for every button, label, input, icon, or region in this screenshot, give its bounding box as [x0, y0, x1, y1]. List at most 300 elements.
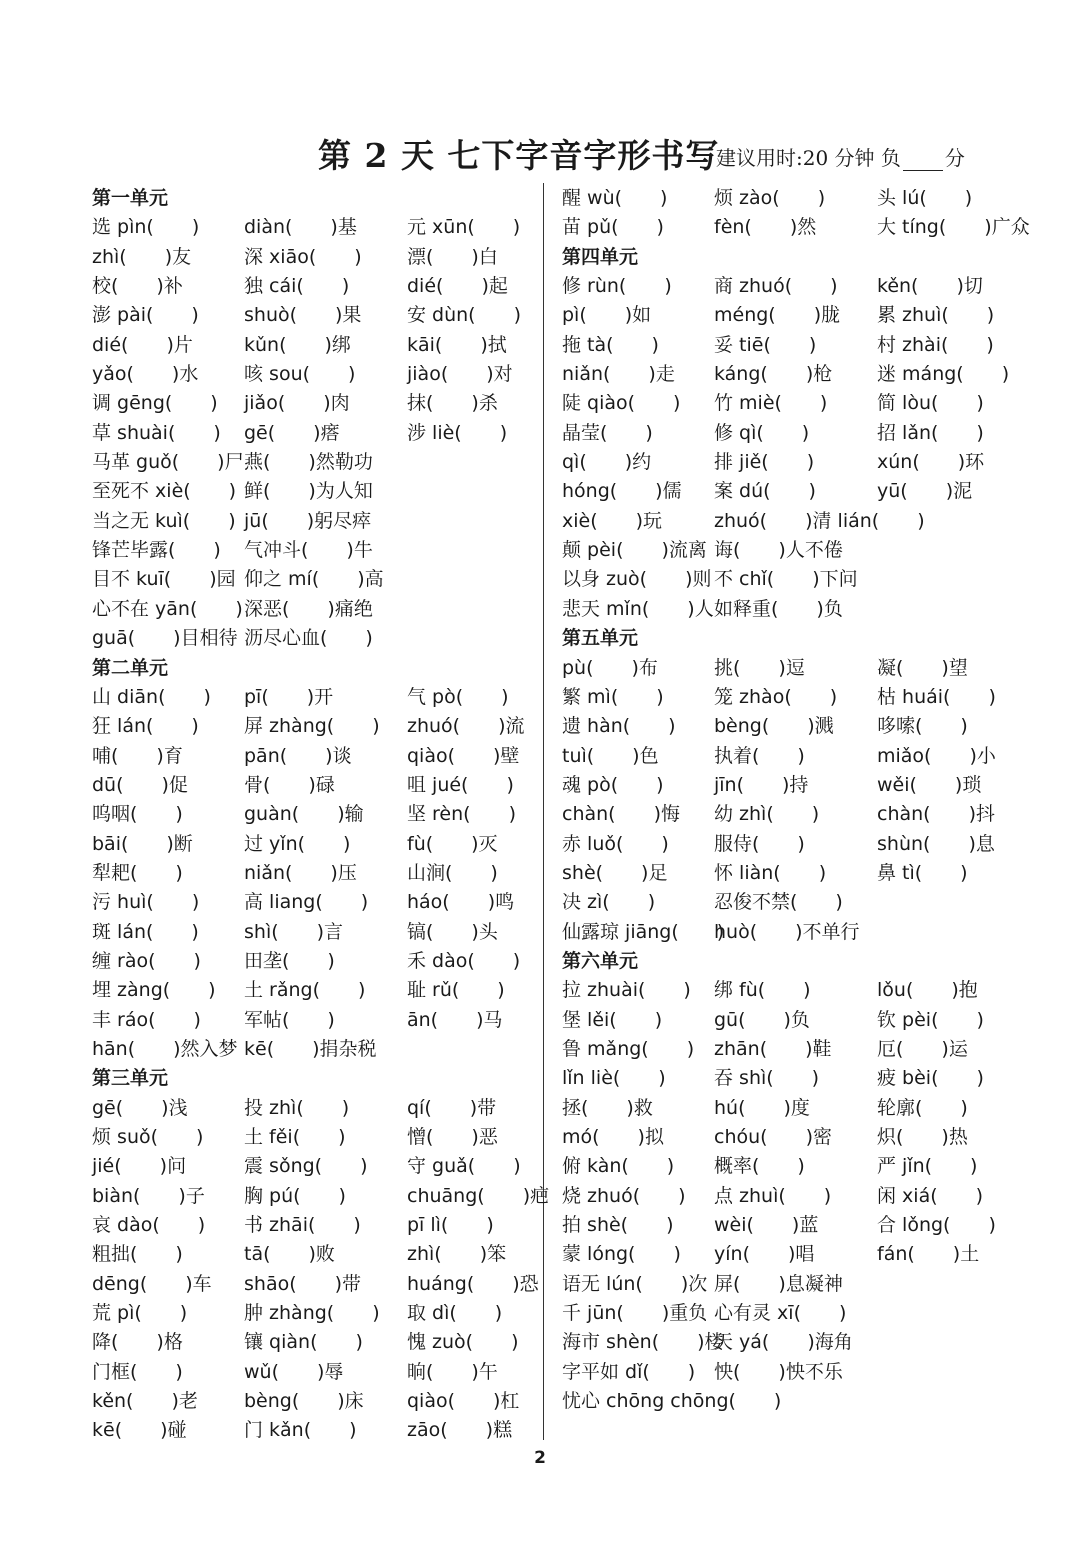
- exercise-item: 镐( )头: [407, 920, 498, 943]
- exercise-row: [92, 918, 537, 947]
- exercise-item: 字平如 dǐ( ): [562, 1360, 696, 1383]
- exercise-row: [562, 1064, 1012, 1093]
- exercise-item: 大 tíng( )广众: [877, 216, 1030, 239]
- page-header: [0, 130, 1080, 174]
- exercise-item: dēng( )车: [92, 1272, 212, 1295]
- exercise-item: kǔn( )绑: [244, 333, 351, 356]
- exercise-item: gē( )瘩: [244, 421, 340, 444]
- exercise-row: [562, 1035, 1012, 1064]
- exercise-row: [92, 683, 537, 712]
- exercise-row: [562, 888, 1012, 917]
- exercise-row: [562, 742, 1012, 771]
- exercise-item: 钦 pèi( ): [877, 1008, 984, 1031]
- exercise-item: 如释重( )负: [714, 597, 843, 620]
- exercise-item: 诲( )人不倦: [714, 539, 843, 562]
- exercise-item: 草 shuài( ): [92, 421, 221, 444]
- exercise-item: 书 zhāi( ): [244, 1214, 361, 1237]
- exercise-row: [92, 1123, 537, 1152]
- exercise-item: 降( )格: [92, 1331, 183, 1354]
- exercise-item: 目不 kuī( )园: [92, 568, 236, 591]
- exercise-row: [92, 1240, 537, 1269]
- exercise-item: 忧心 chōng chōng( ): [562, 1390, 782, 1413]
- exercise-row: [562, 1358, 1012, 1387]
- exercise-item: wěi( )琐: [877, 773, 982, 796]
- timing-info: [716, 142, 965, 171]
- exercise-row: [562, 184, 1012, 213]
- exercise-item: 哆嗦( ): [877, 715, 968, 738]
- exercise-item: tuì( )色: [562, 744, 659, 767]
- exercise-item: 心不在 yān( ): [92, 597, 243, 620]
- exercise-row: [562, 712, 1012, 741]
- exercise-item: 土 rǎng( ): [244, 979, 366, 1002]
- exercise-item: 拖 tà( ): [562, 333, 659, 356]
- exercise-item: miǎo( )小: [877, 744, 996, 767]
- exercise-item: 污 huì( ): [92, 891, 200, 914]
- exercise-item: 魂 pò( ): [562, 773, 664, 796]
- exercise-item: 不 chǐ( )下问: [714, 568, 858, 591]
- exercise-item: 耻 rǔ( ): [407, 979, 505, 1002]
- exercise-item: 厄( )运: [877, 1037, 968, 1060]
- exercise-row: [92, 712, 537, 741]
- exercise-row: [92, 1211, 537, 1240]
- exercise-item: 怀 liàn( ): [714, 861, 827, 884]
- exercise-item: 粗拙( ): [92, 1243, 183, 1266]
- exercise-item: 呜咽( ): [92, 803, 183, 826]
- exercise-row: [562, 1328, 1012, 1357]
- exercise-item: 漂( )白: [407, 245, 498, 268]
- exercise-item: zhuó( )流: [407, 715, 525, 738]
- exercise-item: 颠 pèi( )流离: [562, 539, 707, 562]
- exercise-item: 马革 guǒ( )尸: [92, 451, 244, 474]
- exercise-item: pì( )如: [562, 304, 652, 327]
- exercise-row: [92, 830, 537, 859]
- exercise-item: 狂 lán( ): [92, 715, 199, 738]
- exercise-item: 山 diān( ): [92, 685, 211, 708]
- exercise-item: 锋芒毕露( ): [92, 539, 221, 562]
- exercise-item: qiào( )杠: [407, 1390, 520, 1413]
- exercise-item: shì( )言: [244, 920, 344, 943]
- exercise-item: niǎn( )压: [244, 861, 357, 884]
- exercise-item: 仰之 mí( )高: [244, 568, 384, 591]
- exercise-item: 调 gēng( ): [92, 392, 218, 415]
- exercise-row: [562, 1299, 1012, 1328]
- exercise-item: 心有灵 xī( ): [714, 1302, 847, 1325]
- exercise-item: 以身 zuò( )则: [562, 568, 712, 591]
- exercise-row: [92, 1270, 537, 1299]
- exercise-item: chàn( )悔: [562, 803, 680, 826]
- exercise-row: [92, 771, 537, 800]
- exercise-item: 深恶( )痛绝: [244, 597, 373, 620]
- exercise-item: kāi( )拭: [407, 333, 507, 356]
- exercise-item: dū( )促: [92, 773, 188, 796]
- exercise-item: hú( )度: [714, 1096, 810, 1119]
- exercise-item: 埋 zàng( ): [92, 979, 216, 1002]
- exercise-item: 丰 ráo( ): [92, 1008, 201, 1031]
- unit-heading: 第一单元: [92, 187, 169, 209]
- exercise-item: 屏( )息凝神: [714, 1272, 843, 1295]
- exercise-item: 愧 zuò( ): [407, 1331, 519, 1354]
- exercise-item: 山涧( ): [407, 861, 498, 884]
- timing-label: 建议用时:20 分钟 负: [716, 146, 901, 170]
- exercise-row: [562, 507, 1012, 536]
- exercise-row: [92, 1152, 537, 1181]
- exercise-item: 安 dùn( ): [407, 304, 522, 327]
- exercise-row: [562, 360, 1012, 389]
- exercise-row: [562, 1152, 1012, 1181]
- exercise-item: 骨( )碌: [244, 773, 335, 796]
- exercise-row: [562, 565, 1012, 594]
- exercise-row: [562, 1123, 1012, 1152]
- exercise-item: zhuó( )清 lián( ): [714, 509, 925, 532]
- exercise-item: hóng( )儒: [562, 480, 682, 503]
- exercise-row: [92, 477, 537, 506]
- exercise-item: 排 jiě( ): [714, 451, 815, 474]
- page-title: 第 2 天 七下字音字形书写: [318, 136, 720, 175]
- exercise-item: 哺( )育: [92, 744, 183, 767]
- exercise-item: 招 lǎn( ): [877, 421, 984, 444]
- exercise-item: 憎( )恶: [407, 1126, 498, 1148]
- exercise-item: pān( )谈: [244, 744, 352, 767]
- exercise-row: [562, 536, 1012, 565]
- exercise-row: [92, 1299, 537, 1328]
- exercise-item: 概率( ): [714, 1155, 805, 1178]
- exercise-item: 犁耙( ): [92, 861, 183, 884]
- exercise-item: zhì( )友: [92, 245, 192, 268]
- exercise-item: diàn( )基: [244, 216, 357, 239]
- exercise-item: qiào( )壁: [407, 744, 520, 767]
- exercise-item: háo( )鸣: [407, 891, 515, 914]
- exercise-item: qí( )带: [407, 1096, 497, 1119]
- exercise-item: gū( )负: [714, 1008, 810, 1031]
- exercise-item: chóu( )密: [714, 1126, 832, 1148]
- exercise-item: 沥尽心血( ): [244, 627, 373, 650]
- exercise-item: 门 kǎn( ): [244, 1419, 357, 1442]
- exercise-row: [92, 976, 537, 1005]
- exercise-item: 修 rùn( ): [562, 275, 672, 298]
- exercise-item: 怏( )怏不乐: [714, 1360, 843, 1383]
- exercise-item: 取 dì( ): [407, 1302, 503, 1325]
- exercise-item: 幼 zhì( ): [714, 803, 820, 826]
- exercise-item: 吞 shì( ): [714, 1067, 820, 1090]
- exercise-item: 遗 hàn( ): [562, 715, 676, 738]
- exercise-row: [562, 1387, 1012, 1416]
- exercise-item: jīn( )持: [714, 773, 809, 796]
- exercise-item: 选 pìn( ): [92, 216, 200, 239]
- exercise-item: 仙露琼 jiāng( ): [562, 920, 725, 943]
- exercise-item: 竹 miè( ): [714, 392, 828, 415]
- exercise-row: [562, 272, 1012, 301]
- exercise-row: [562, 830, 1012, 859]
- exercise-item: 头 lú( ): [877, 187, 973, 209]
- exercise-item: 凝( )望: [877, 656, 968, 679]
- exercise-item: zāo( )糕: [407, 1419, 513, 1442]
- exercise-item: 悲天 mǐn( )人: [562, 597, 714, 620]
- exercise-row: [562, 389, 1012, 418]
- exercise-item: 千 jūn( )重负: [562, 1302, 708, 1325]
- exercise-item: shāo( )带: [244, 1272, 362, 1295]
- exercise-row: [562, 477, 1012, 506]
- exercise-item: 气冲斗( )牛: [244, 539, 373, 562]
- exercise-item: 忍俊不禁( ): [714, 891, 843, 914]
- exercise-row: [562, 331, 1012, 360]
- unit-heading: 第二单元: [92, 656, 169, 679]
- exercise-row: [92, 565, 537, 594]
- exercise-item: fèn( )然: [714, 216, 817, 239]
- exercise-item: 校( )补: [92, 275, 183, 298]
- exercise-item: pī lì( ): [407, 1214, 494, 1237]
- exercise-item: zhān( )鞋: [714, 1037, 832, 1060]
- exercise-item: 过 yǐn( ): [244, 832, 351, 855]
- exercise-item: dié( )片: [92, 333, 193, 356]
- exercise-row: [562, 654, 1012, 683]
- exercise-row: [92, 1387, 537, 1416]
- exercise-item: 轮廓( ): [877, 1096, 968, 1119]
- exercise-item: kē( )碰: [92, 1419, 187, 1442]
- exercise-item: 醒 wù( ): [562, 187, 668, 209]
- exercise-item: 商 zhuó( ): [714, 275, 838, 298]
- exercise-row: [92, 272, 537, 301]
- exercise-item: pù( )布: [562, 656, 658, 679]
- exercise-item: 军帖( ): [244, 1008, 335, 1031]
- exercise-item: 严 jǐn( ): [877, 1155, 978, 1178]
- exercise-row: [92, 301, 537, 330]
- exercise-item: 荒 pì( ): [92, 1302, 188, 1325]
- exercise-item: guàn( )输: [244, 803, 364, 826]
- exercise-row: [92, 360, 537, 389]
- exercise-item: 合 lǒng( ): [877, 1214, 996, 1237]
- exercise-item: 天 yá( )海角: [714, 1331, 853, 1354]
- unit-heading: 第五单元: [562, 627, 639, 650]
- exercise-item: 执着( ): [714, 744, 805, 767]
- exercise-row: [92, 859, 537, 888]
- exercise-row: [92, 536, 537, 565]
- exercise-item: shè( )足: [562, 861, 668, 884]
- exercise-item: kěn( )老: [92, 1390, 198, 1413]
- exercise-row: [562, 771, 1012, 800]
- exercise-item: 赤 luǒ( ): [562, 832, 669, 855]
- exercise-row: [562, 213, 1030, 242]
- exercise-item: 门框( ): [92, 1360, 183, 1383]
- exercise-item: 深 xiāo( ): [244, 245, 362, 268]
- exercise-row: [562, 1270, 1012, 1299]
- score-suffix: 分: [944, 146, 965, 170]
- exercise-item: 堡 lěi( ): [562, 1008, 663, 1031]
- exercise-row: [92, 800, 537, 829]
- exercise-item: 元 xūn( ): [407, 216, 521, 239]
- exercise-item: 鼻 tì( ): [877, 861, 968, 884]
- exercise-item: jū( )躬尽瘁: [244, 509, 372, 532]
- exercise-item: 高 liang( ): [244, 891, 369, 914]
- exercise-row: [92, 1182, 550, 1211]
- exercise-item: 禾 dào( ): [407, 949, 521, 972]
- exercise-item: jiào( )对: [407, 363, 513, 386]
- exercise-item: 坚 rèn( ): [407, 803, 516, 826]
- exercise-item: 挑( )逗: [714, 656, 805, 679]
- exercise-row: [92, 448, 537, 477]
- exercise-item: méng( )胧: [714, 304, 841, 327]
- exercise-item: 镶 qiàn( ): [244, 1331, 363, 1354]
- exercise-item: 炽( )热: [877, 1126, 968, 1148]
- exercise-item: bèng( )溅: [714, 715, 834, 738]
- column-divider: [543, 183, 544, 1440]
- exercise-item: wǔ( )辱: [244, 1360, 344, 1383]
- exercise-item: bāi( )断: [92, 832, 193, 855]
- exercise-item: 投 zhì( ): [244, 1096, 350, 1119]
- exercise-row: [92, 595, 537, 624]
- exercise-row: [92, 1416, 537, 1445]
- exercise-row: [92, 243, 537, 272]
- exercise-item: lǒu( )抱: [877, 979, 978, 1002]
- exercise-row: [92, 419, 537, 448]
- exercise-item: 枯 huái( ): [877, 685, 996, 708]
- exercise-item: 咀 jué( ): [407, 773, 514, 796]
- exercise-item: 斑 lán( ): [92, 920, 199, 943]
- exercise-item: jié( )问: [92, 1155, 187, 1178]
- exercise-row: [562, 976, 1012, 1005]
- exercise-item: hān( )然入梦: [92, 1037, 238, 1060]
- exercise-item: fán( )土: [877, 1243, 980, 1266]
- exercise-item: 拉 zhuài( ): [562, 979, 691, 1002]
- exercise-item: 绑 fù( ): [714, 979, 811, 1002]
- unit-heading: 第四单元: [562, 245, 639, 268]
- exercise-row: [92, 1094, 537, 1123]
- exercise-item: 土 fěi( ): [244, 1126, 346, 1148]
- exercise-row: [562, 1094, 1012, 1123]
- exercise-item: fù( )灭: [407, 832, 498, 855]
- exercise-item: 燕( )然勒功: [244, 451, 373, 474]
- exercise-item: chuāng( )疤: [407, 1184, 550, 1207]
- exercise-item: 点 zhuì( ): [714, 1184, 832, 1207]
- exercise-item: shùn( )息: [877, 832, 995, 855]
- exercise-item: 闲 xiá( ): [877, 1184, 984, 1207]
- exercise-row: [562, 1182, 1012, 1211]
- exercise-item: 案 dú( ): [714, 480, 816, 503]
- exercise-item: kěn( )切: [877, 275, 983, 298]
- exercise-item: yín( )唱: [714, 1243, 815, 1266]
- exercise-item: pī( )开: [244, 685, 334, 708]
- exercise-item: qì( )约: [562, 451, 652, 474]
- exercise-row: [92, 1006, 537, 1035]
- exercise-item: yǎo( )水: [92, 363, 199, 386]
- exercise-item: 拍 shè( ): [562, 1214, 674, 1237]
- exercise-item: lǐn liè( ): [562, 1067, 666, 1090]
- exercise-item: 修 qì( ): [714, 421, 810, 444]
- exercise-row: [92, 1358, 537, 1387]
- exercise-item: 晶莹( ): [562, 421, 653, 444]
- exercise-row: [562, 800, 1012, 829]
- exercise-item: 笼 zhào( ): [714, 685, 838, 708]
- exercise-item: huáng( )恐: [407, 1272, 539, 1295]
- exercise-item: xún( )环: [877, 451, 985, 474]
- exercise-item: ān( )马: [407, 1008, 503, 1031]
- exercise-item: chàn( )抖: [877, 803, 995, 826]
- exercise-row: [562, 595, 1012, 624]
- exercise-item: 至死不 xiè( ): [92, 480, 237, 503]
- exercise-item: huò( )不单行: [714, 920, 860, 943]
- exercise-item: 田垄( ): [244, 949, 335, 972]
- exercise-row: [92, 947, 537, 976]
- exercise-row: [92, 1328, 537, 1357]
- exercise-item: 海市 shèn( )楼: [562, 1331, 724, 1354]
- exercise-item: jiǎo( )肉: [244, 392, 350, 415]
- exercise-item: 妥 tiē( ): [714, 333, 817, 356]
- exercise-item: mó( )拟: [562, 1126, 664, 1148]
- exercise-row: [562, 419, 1012, 448]
- exercise-item: biàn( )子: [92, 1184, 205, 1207]
- exercise-row: [562, 1006, 1012, 1035]
- exercise-item: 气 pò( ): [407, 685, 509, 708]
- exercise-item: 哀 dào( ): [92, 1214, 206, 1237]
- exercise-row: [92, 742, 537, 771]
- exercise-item: 晌( )午: [407, 1360, 498, 1383]
- score-blank[interactable]: [903, 152, 943, 171]
- exercise-row: [562, 1211, 1012, 1240]
- exercise-item: 烦 zào( ): [714, 187, 826, 209]
- exercise-row: [92, 624, 537, 653]
- page-number: 2: [534, 1448, 546, 1468]
- exercise-item: 震 sǒng( ): [244, 1155, 368, 1178]
- exercise-item: 抹( )杀: [407, 392, 498, 415]
- exercise-item: 独 cái( ): [244, 275, 350, 298]
- exercise-item: gē( )浅: [92, 1096, 188, 1119]
- exercise-row: [562, 918, 1012, 947]
- exercise-row: [92, 331, 537, 360]
- exercise-item: 鲜( )为人知: [244, 480, 373, 503]
- right-column: [562, 184, 1030, 1416]
- exercise-row: [562, 683, 1012, 712]
- exercise-item: shuò( )果: [244, 304, 362, 327]
- exercise-item: zhì( )笨: [407, 1243, 507, 1266]
- exercise-item: wèi( )蓝: [714, 1214, 819, 1237]
- exercise-item: 语无 lún( )次: [562, 1272, 708, 1295]
- exercise-item: 村 zhài( ): [877, 333, 994, 356]
- exercise-item: 当之无 kuì( ): [92, 509, 236, 532]
- exercise-row: [92, 507, 537, 536]
- exercise-item: 陡 qiào( ): [562, 392, 681, 415]
- left-column: [92, 184, 550, 1446]
- exercise-item: dié( )起: [407, 275, 508, 298]
- exercise-item: yū( )泥: [877, 480, 973, 503]
- exercise-item: 拯( )救: [562, 1096, 653, 1119]
- unit-heading: 第三单元: [92, 1067, 169, 1090]
- exercise-row: [562, 1240, 1012, 1269]
- exercise-item: 疲 bèi( ): [877, 1067, 984, 1090]
- exercise-row: [92, 888, 537, 917]
- exercise-row: [92, 389, 537, 418]
- exercise-item: 累 zhuì( ): [877, 304, 995, 327]
- exercise-item: 鲁 mǎng( ): [562, 1037, 695, 1060]
- exercise-item: 迷 máng( ): [877, 363, 1010, 386]
- unit-heading: 第六单元: [562, 949, 639, 972]
- exercise-item: 蒙 lóng( ): [562, 1243, 681, 1266]
- exercise-item: 俯 kàn( ): [562, 1155, 675, 1178]
- exercise-item: 涉 liè( ): [407, 421, 508, 444]
- exercise-item: káng( )枪: [714, 363, 833, 386]
- exercise-item: tā( )败: [244, 1243, 335, 1266]
- exercise-item: 烦 suǒ( ): [92, 1126, 204, 1148]
- exercise-item: xiè( )玩: [562, 509, 663, 532]
- exercise-row: [562, 301, 1012, 330]
- exercise-item: 繁 mì( ): [562, 685, 664, 708]
- exercise-item: kē( )捐杂税: [244, 1037, 377, 1060]
- exercise-item: bèng( )床: [244, 1390, 364, 1413]
- exercise-item: 守 guǎ( ): [407, 1155, 521, 1178]
- exercise-item: guā( )目相待: [92, 627, 238, 650]
- exercise-row: [562, 448, 1012, 477]
- exercise-item: 烧 zhuó( ): [562, 1184, 686, 1207]
- exercise-item: 服侍( ): [714, 832, 805, 855]
- exercise-item: 澎 pài( ): [92, 304, 199, 327]
